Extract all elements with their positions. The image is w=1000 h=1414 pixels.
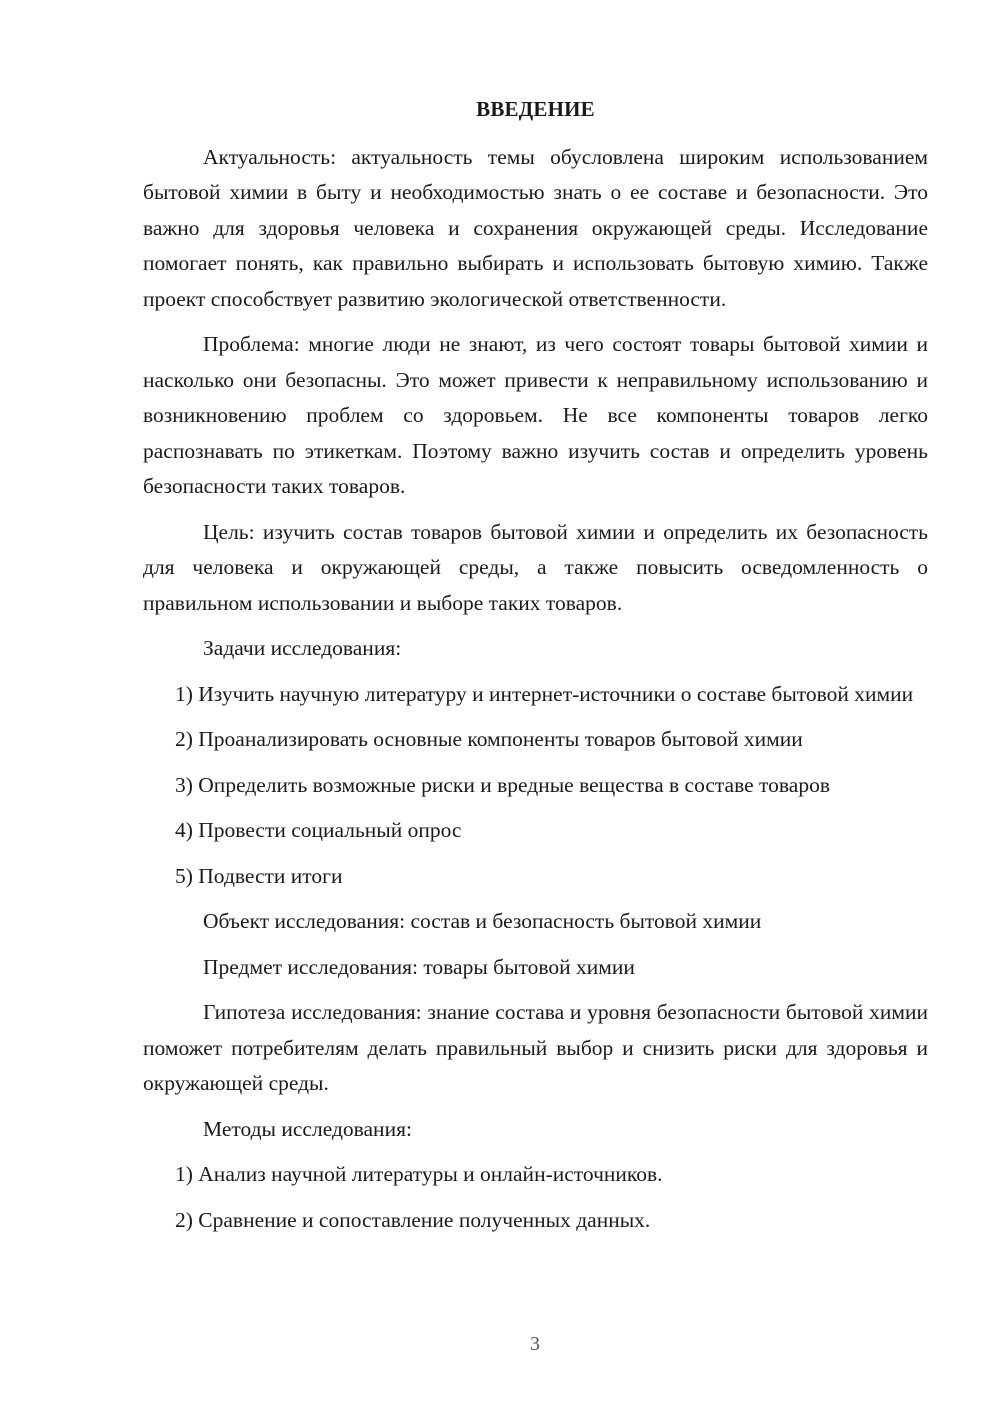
page-number: 3: [530, 1333, 540, 1355]
task-item-3: 3) Определить возможные риски и вредные вещества в составе товаров: [175, 772, 830, 797]
method-item-2: 2) Сравнение и сопоставление полученных данных.: [175, 1207, 651, 1232]
paragraph-relevance: Актуальность: актуальность темы обусловлена широким использованием бытовой химии в быту и необходимостью знать о ее составе и безопасности. Это важно для здоровья человека и сохранения окружающей среды. Исследование помогает понять, как правильно выбирать и использовать бытовую химию. Также проект способствует развитию экологической ответственности.: [143, 144, 928, 311]
paragraph-goal: Цель: изучить состав товаров бытовой химии и определить их безопасность для человека и окружающей среды, а также повысить осведомленность о правильном использовании и выборе таких товаров.: [143, 519, 928, 615]
document-page: [143, 92, 928, 1248]
task-item-2: 2) Проанализировать основные компоненты товаров бытовой химии: [175, 727, 803, 751]
methods-title: Методы исследования:: [203, 1116, 412, 1141]
task-item-1: 1) Изучить научную литературу и интернет-источники о составе бытовой химии: [175, 681, 914, 706]
paragraph-problem: Проблема: многие люди не знают, из чего состоят товары бытовой химии и насколько они безопасны. Это может привести к неправильному использованию и возникновению проблем со здоровьем. Не все компоненты товаров легко распознавать по этикеткам. Поэтому важно изучить состав и определить уровень безопасности таких товаров.: [143, 332, 928, 498]
section-heading: ВВЕДЕНИЕ: [476, 97, 595, 121]
tasks-title: Задачи исследования:: [203, 636, 402, 660]
paragraph-object: Объект исследования: состав и безопасность бытовой химии: [203, 909, 762, 933]
task-item-5: 5) Подвести итоги: [175, 863, 343, 888]
paragraph-hypothesis: Гипотеза исследования: знание состава и уровня безопасности бытовой химии поможет потребителям делать правильный выбор и снизить риски для здоровья и окружающей среды.: [143, 1000, 928, 1095]
paragraph-subject: Предмет исследования: товары бытовой химии: [203, 954, 635, 979]
method-item-1: 1) Анализ научной литературы и онлайн-источников.: [175, 1162, 663, 1186]
task-item-4: 4) Провести социальный опрос: [175, 818, 462, 842]
